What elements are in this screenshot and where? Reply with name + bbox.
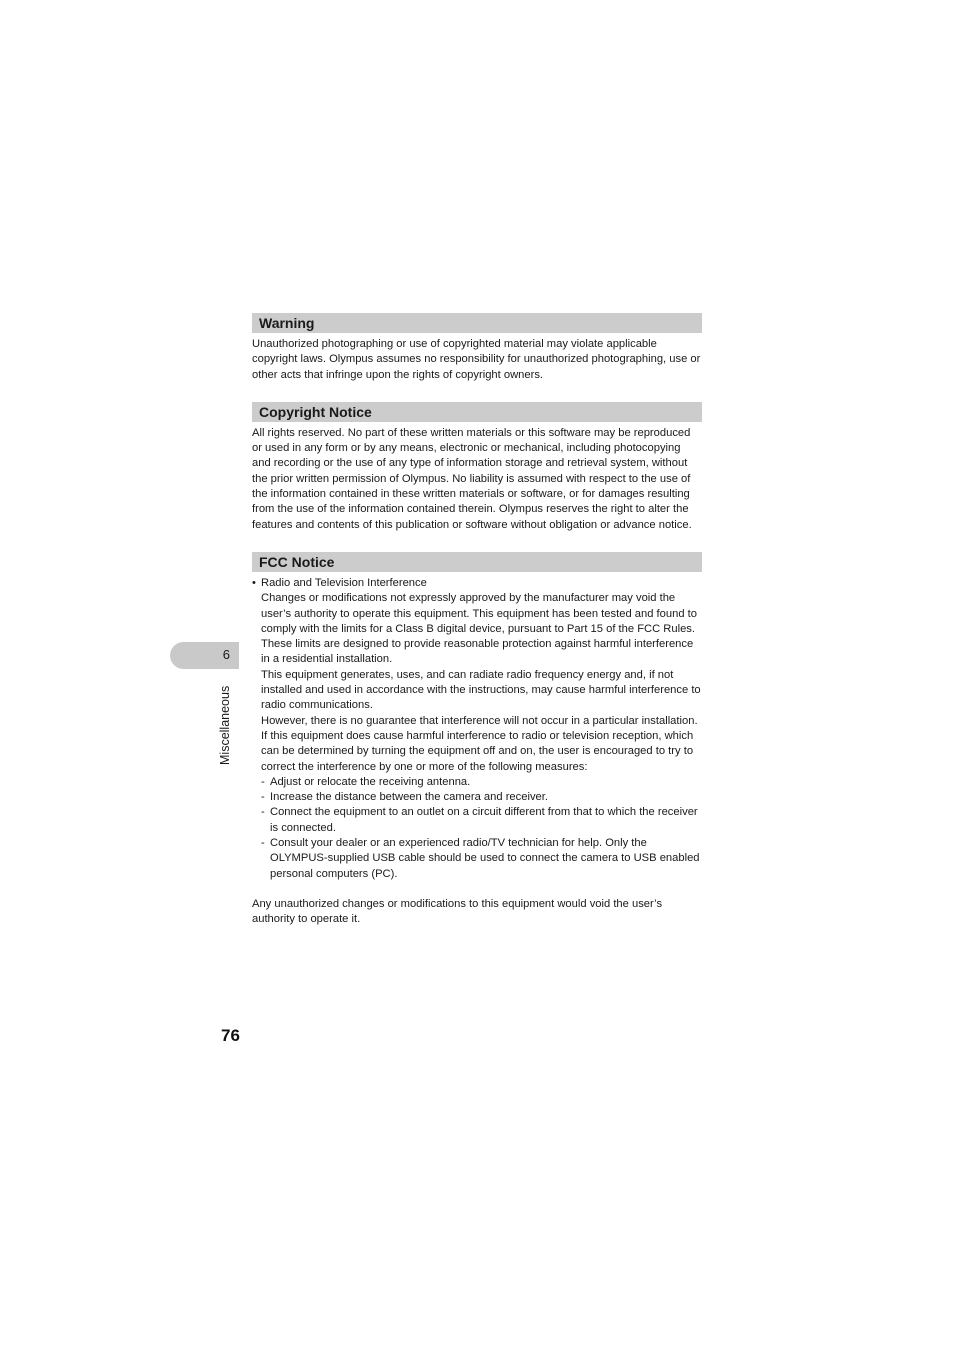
measure-text: Connect the equipment to an outlet on a circuit different from that to which the receiver is connected.: [270, 806, 698, 834]
fcc-para-3: However, there is no guarantee that interference will not occur in a particular installation. If this equipment does cause harmful interference to radio or television reception, which can be determined by turning the equipment off and on, the user is encouraged to try to correct the interference by one or more of the following measures:: [261, 714, 698, 773]
measure-text: Adjust or relocate the receiving antenna.: [270, 775, 471, 788]
fcc-bullet-title: Radio and Television Interference: [261, 576, 427, 589]
warning-body: Unauthorized photographing or use of copyrighted material may violate applicable copyright laws. Olympus assumes no responsibility for unauthorized photographing, use or other acts that infringe upon the rights of copyright owners.: [252, 338, 701, 381]
copyright-section: [252, 402, 702, 533]
list-item: [261, 790, 702, 805]
measure-text: Increase the distance between the camera and receiver.: [270, 791, 548, 804]
dash-mark: -: [261, 806, 265, 819]
measures-list: [261, 775, 702, 882]
copyright-heading: Copyright Notice: [252, 402, 702, 422]
dash-mark: -: [261, 775, 265, 788]
fcc-final-note: Any unauthorized changes or modifications to this equipment would void the user’s authority to operate it.: [252, 897, 663, 926]
fcc-para-2: This equipment generates, uses, and can radiate radio frequency energy and, if not installed and used in accordance with the instructions, may cause harmful interference to radio communications.: [261, 668, 701, 712]
fcc-para-1: Changes or modifications not expressly approved by the manufacturer may void the user’s authority to operate this equipment. This equipment has been tested and found to comply with the limits for a Class B digital device, pursuant to Part 15 of the FCC Rules. These limits are designed to provide reasonable protection against harmful interference in a residential installation.: [261, 592, 697, 666]
fcc-bullet: [252, 576, 702, 882]
list-item: [261, 836, 702, 882]
list-item: [261, 775, 702, 790]
page-number: 76: [221, 1026, 240, 1045]
dash-mark: -: [261, 837, 265, 850]
fcc-body: [252, 576, 702, 928]
chapter-number: 6: [222, 647, 230, 662]
measure-text: Consult your dealer or an experienced radio/TV technician for help. Only the OLYMPUS-supplied USB cable should be used to connect the camera to USB enabled personal computers (PC).: [270, 837, 700, 880]
warning-heading: Warning: [252, 313, 702, 333]
page-content: [252, 313, 702, 928]
dash-mark: -: [261, 791, 265, 804]
fcc-section: [252, 552, 702, 928]
list-item: [261, 805, 702, 836]
copyright-body: All rights reserved. No part of these written materials or this software may be reproduced or used in any form or by any means, electronic or mechanical, including photocopying and recording or the use of any type of information storage and retrieval system, without the prior written permission of Olympus. No liability is assumed with respect to the use of the information contained in these written materials or software, or for damages resulting from the use of the information contained therein. Olympus reserves the right to alter the features and contents of this publication or software without obligation or advance notice.: [252, 426, 692, 531]
warning-section: [252, 313, 702, 383]
bullet-mark: •: [252, 576, 256, 589]
fcc-heading: FCC Notice: [252, 552, 702, 572]
chapter-label: Miscellaneous: [218, 685, 232, 765]
